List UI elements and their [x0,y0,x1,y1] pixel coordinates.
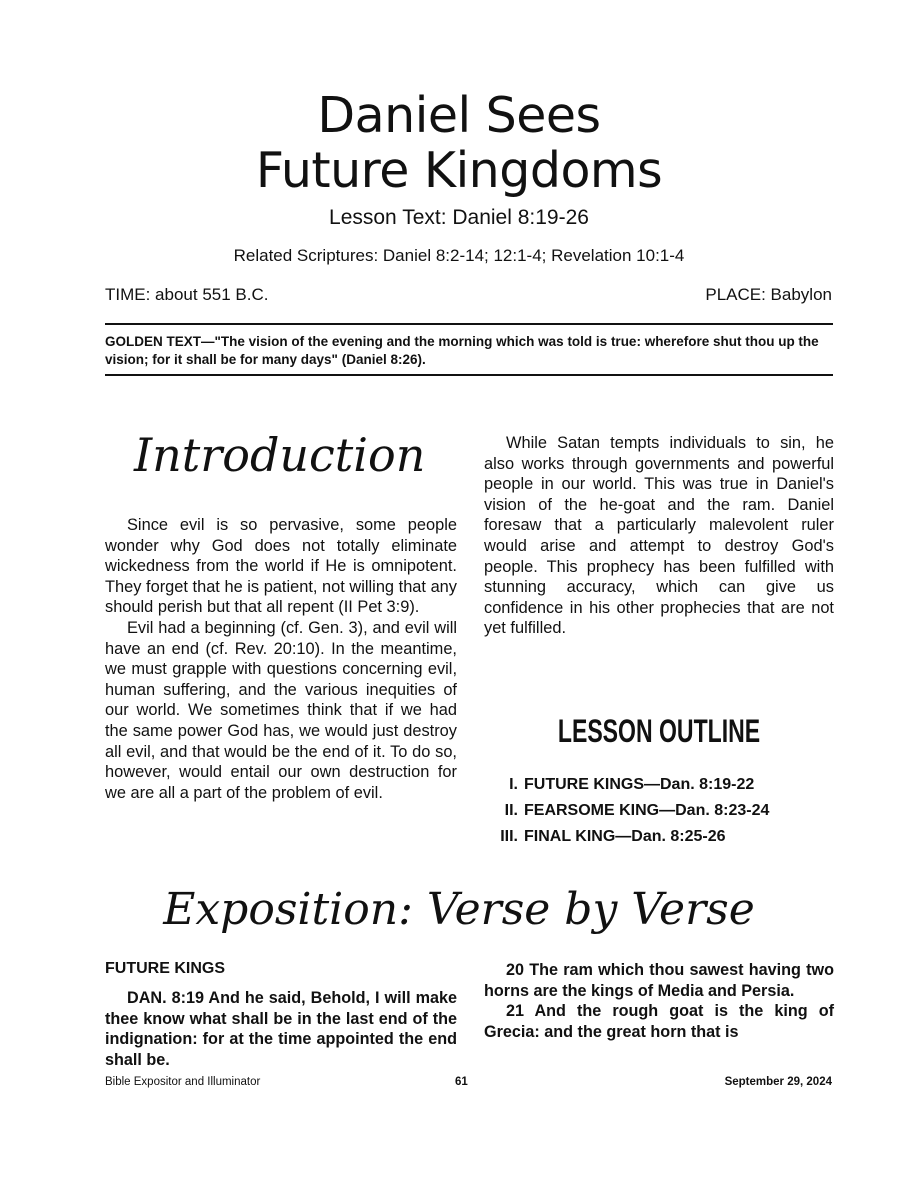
section-heading: FUTURE KINGS [105,960,225,977]
page-title [0,88,918,198]
outline-item [484,798,834,824]
outline-text: FEARSOME KING—Dan. 8:23-24 [524,802,770,819]
footer-date: September 29, 2024 [724,1076,832,1088]
exposition-column-left [105,988,457,1070]
verse-20: 20 The ram which thou sawest having two horns are the kings of Media and Persia. [484,961,834,1000]
exposition-column-right [484,960,834,1042]
title-line-1: Daniel Sees [317,87,601,144]
outline-item [484,824,834,850]
lesson-text: Lesson Text: Daniel 8:19-26 [329,206,589,229]
outline-number: III. [500,828,518,845]
exposition-heading: Exposition: Verse by Verse [163,884,755,935]
footer-page-number: 61 [455,1076,468,1088]
lesson-outline [484,772,834,850]
footer-publication: Bible Expositor and Illuminator [105,1076,261,1088]
intro-paragraph: Evil had a beginning (cf. Gen. 3), and evil will have an end (cf. Rev. 20:10). In the meantime, we must grapple with questions concerning evil, human suffering, and the various inequities of our world. We sometimes think that if we had the same power God has, we would just destroy all evil, and that would be the end of it. To do so, however, would entail our own destruction for we are all a part of the problem of evil. [105,618,457,802]
intro-column-right [484,433,834,639]
intro-paragraph: While Satan tempts individuals to sin, he also works through governments and powerful people in our world. This was true in Daniel's vision of the he-goat and the ram. Daniel foresaw that a particularly malevolent ruler would arise and attempt to destroy God's people. This prophecy has been fulfilled with stunning accuracy, which can give us confidence in his other prophecies that are not yet fulfilled. [484,434,834,638]
outline-text: FINAL KING—Dan. 8:25-26 [524,828,726,845]
related-scriptures: Related Scriptures: Daniel 8:2-14; 12:1-4; Revelation 10:1-4 [233,246,685,265]
golden-text: GOLDEN TEXT—"The vision of the evening and the morning which was told is true: wherefore shut thou up the vision; for it shall be for many days" (Daniel 8:26). [105,334,819,367]
divider-bottom [105,374,833,376]
time-label: TIME: about 551 B.C. [105,285,269,304]
intro-paragraph: Since evil is so pervasive, some people wonder why God does not totally eliminate wickedness from the world if He is omnipotent. They forget that he is patient, not willing that any should perish but that all repent (II Pet 3:9). [105,516,457,617]
intro-column-left [105,515,457,803]
outline-number: I. [509,776,518,793]
verse-19: DAN. 8:19 And he said, Behold, I will make thee know what shall be in the last end of the indignation: for at the time appointed the end shall be. [105,989,457,1069]
outline-text: FUTURE KINGS—Dan. 8:19-22 [524,776,755,793]
outline-item [484,772,834,798]
place-label: PLACE: Babylon [705,285,832,304]
introduction-heading: Introduction [134,428,426,482]
title-line-2: Future Kingdoms [255,142,663,199]
lesson-outline-heading: LESSON OUTLINE [557,713,761,749]
outline-number: II. [504,802,518,819]
verse-21: 21 And the rough goat is the king of Grecia: and the great horn that is [484,1002,834,1041]
divider-top [105,323,833,325]
